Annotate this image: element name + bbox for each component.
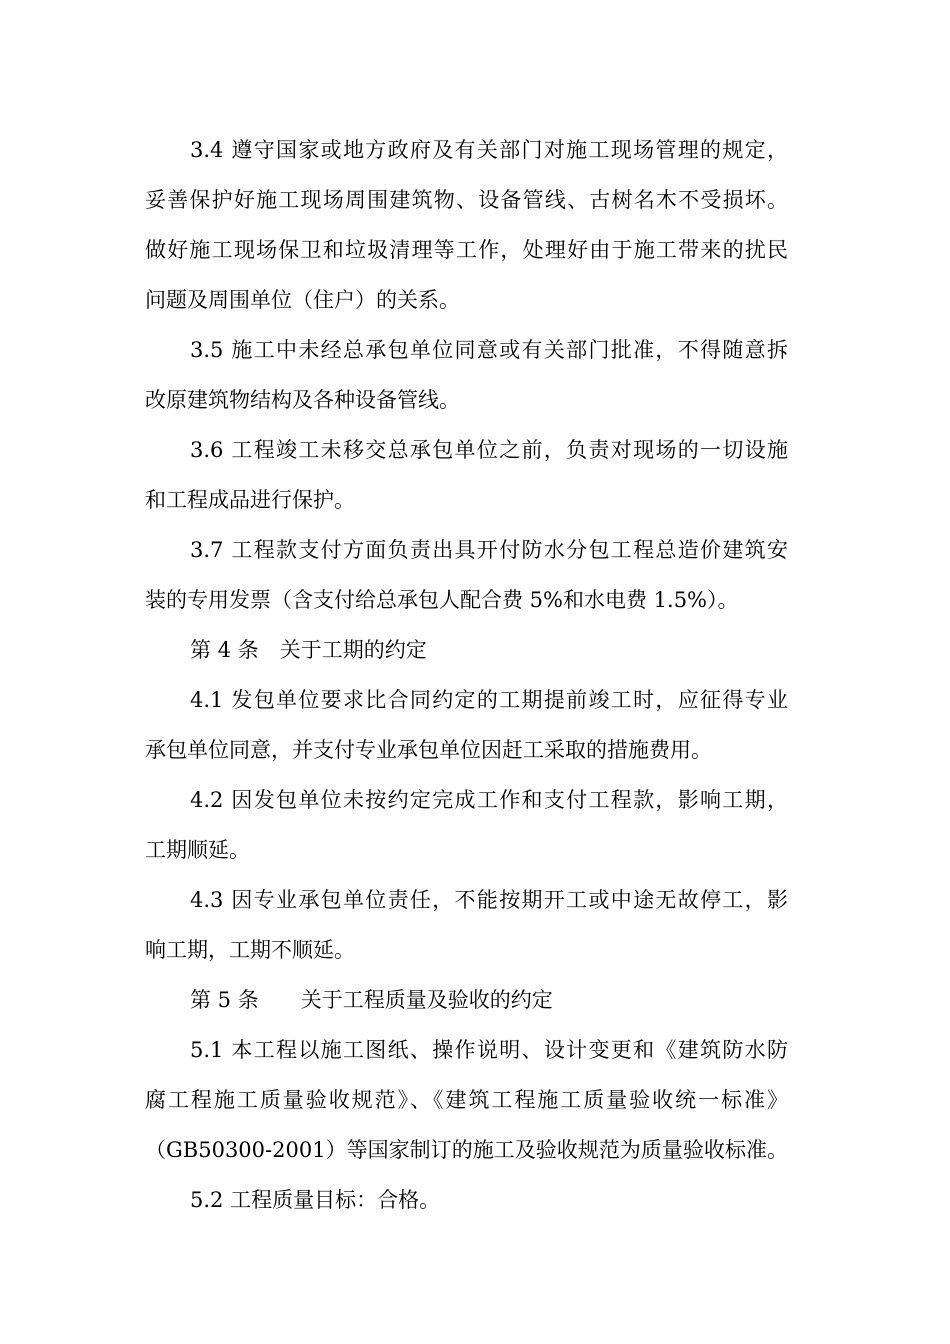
text-line: 妥善保护好施工现场周围建筑物、设备管线、古树名木不受损坏。 xyxy=(145,188,788,212)
text-line: 腐工程施工质量验收规范》、《建筑工程施工质量验收统一标准》 xyxy=(145,1088,788,1112)
text-line: 4.1 发包单位要求比合同约定的工期提前竣工时，应征得专业 xyxy=(190,688,788,712)
text-line: 工期顺延。 xyxy=(145,838,250,862)
text-line: 响工期，工期不顺延。 xyxy=(145,938,355,962)
text-line: 4.2 因发包单位未按约定完成工作和支付工程款，影响工期， xyxy=(190,788,788,812)
text-line: 4.3 因专业承包单位责任，不能按期开工或中途无故停工，影 xyxy=(190,888,788,912)
text-line: 5.1 本工程以施工图纸、操作说明、设计变更和《建筑防水防 xyxy=(190,1038,788,1062)
text-line: （GB50300-2001）等国家制订的施工及验收规范为质量验收标准。 xyxy=(145,1138,788,1162)
text-line: 3.5 施工中未经总承包单位同意或有关部门批准，不得随意拆 xyxy=(190,338,788,362)
text-line: 改原建筑物结构及各种设备管线。 xyxy=(145,388,460,412)
text-line: 承包单位同意，并支付专业承包单位因赶工采取的措施费用。 xyxy=(145,738,712,762)
text-line: 3.7 工程款支付方面负责出具开付防水分包工程总造价建筑安 xyxy=(190,538,788,562)
text-line: 和工程成品进行保护。 xyxy=(145,488,355,512)
text-line: 3.4 遵守国家或地方政府及有关部门对施工现场管理的规定， xyxy=(190,138,788,162)
text-line: 5.2 工程质量目标：合格。 xyxy=(190,1188,441,1212)
text-line: 问题及周围单位（住户）的关系。 xyxy=(145,288,460,312)
text-line: 做好施工现场保卫和垃圾清理等工作，处理好由于施工带来的扰民 xyxy=(145,238,788,262)
section-heading: 第 5 条 关于工程质量及验收的约定 xyxy=(190,988,553,1012)
section-heading: 第 4 条 关于工期的约定 xyxy=(190,638,427,662)
text-line: 装的专用发票（含支付给总承包人配合费 5%和水电费 1.5%）。 xyxy=(145,588,739,612)
text-line: 3.6 工程竣工未移交总承包单位之前，负责对现场的一切设施 xyxy=(190,438,788,462)
